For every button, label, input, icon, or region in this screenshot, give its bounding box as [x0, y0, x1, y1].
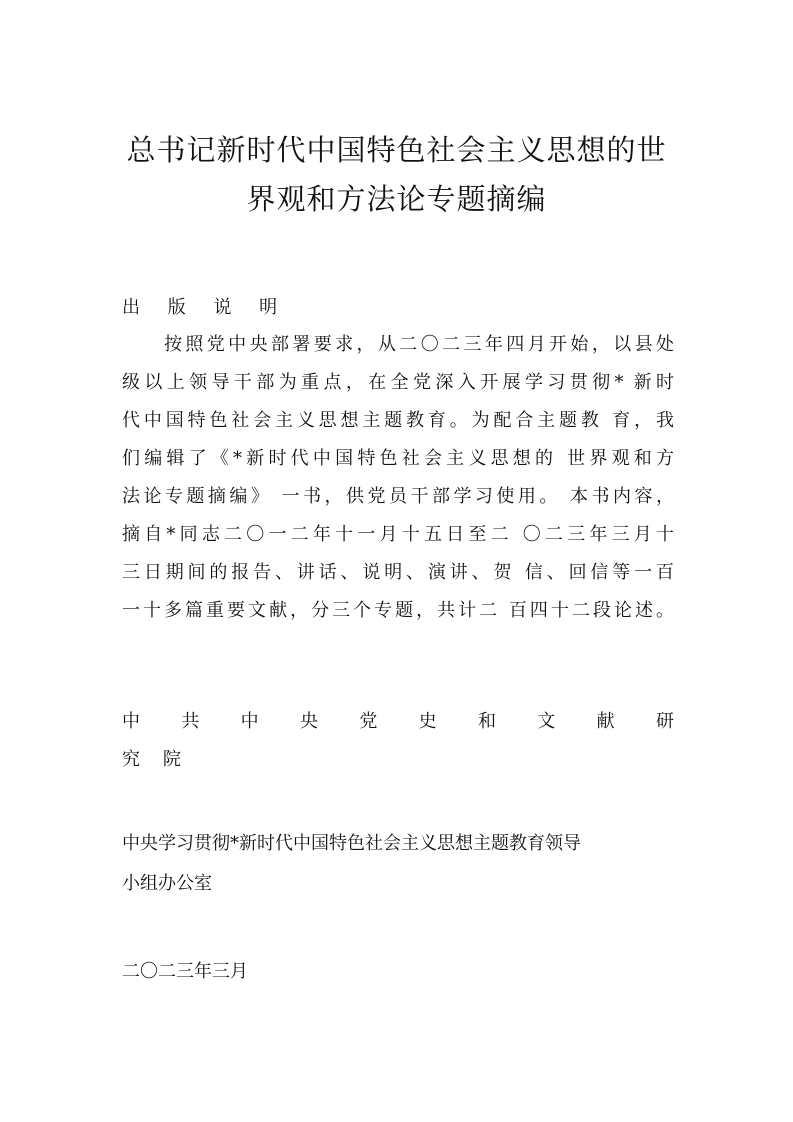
org-char: 共 [181, 711, 200, 732]
organization-name-line-2: 究 院 [122, 749, 181, 770]
document-title-line-2: 界观和方法论专题摘编 [246, 182, 547, 216]
publication-date: 二〇二三年三月 [122, 961, 248, 982]
org-char: 献 [596, 711, 615, 732]
leading-group-office-line-1: 中央学习贯彻*新时代中国特色社会主义思想主题教育领导 [122, 833, 581, 854]
org-char: 和 [477, 711, 496, 732]
paragraph-line: 三日期间的报告、讲话、说明、演讲、贺 信、回信等一百 [122, 562, 674, 583]
org-char: 党 [359, 711, 378, 732]
org-char: 研 [655, 711, 674, 732]
paragraph-line: 代中国特色社会主义思想主题教育。为配合主题教 育，我 [122, 410, 674, 431]
document-title-line-1: 总书记新时代中国特色社会主义思想的世 [126, 133, 667, 167]
paragraph-line: 法论专题摘编》 一书，供党员干部学习使用。 本书内容， [122, 486, 674, 507]
org-char: 文 [537, 711, 556, 732]
paragraph-line: 按照党中央部署要求，从二〇二三年四月开始，以县处 [164, 334, 674, 355]
org-char: 中 [122, 711, 140, 732]
paragraph-line: 一十多篇重要文献，分三个专题，共计二 百四十二段论述。 [122, 600, 674, 621]
paragraph-line: 摘自*同志二〇一二年十一月十五日至二 〇二三年三月十 [122, 524, 674, 545]
leading-group-office-line-2: 小组办公室 [122, 873, 212, 894]
paragraph-line: 们编辑了《*新时代中国特色社会主义思想的 世界观和方 [122, 448, 674, 469]
org-char: 中 [240, 711, 259, 732]
section-heading: 出 版 说 明 [122, 297, 289, 318]
org-char: 央 [299, 711, 318, 732]
paragraph-line: 级以上领导干部为重点，在全党深入开展学习贯彻* 新时 [122, 372, 674, 393]
organization-name-line-1 [122, 710, 674, 734]
org-char: 史 [418, 711, 437, 732]
